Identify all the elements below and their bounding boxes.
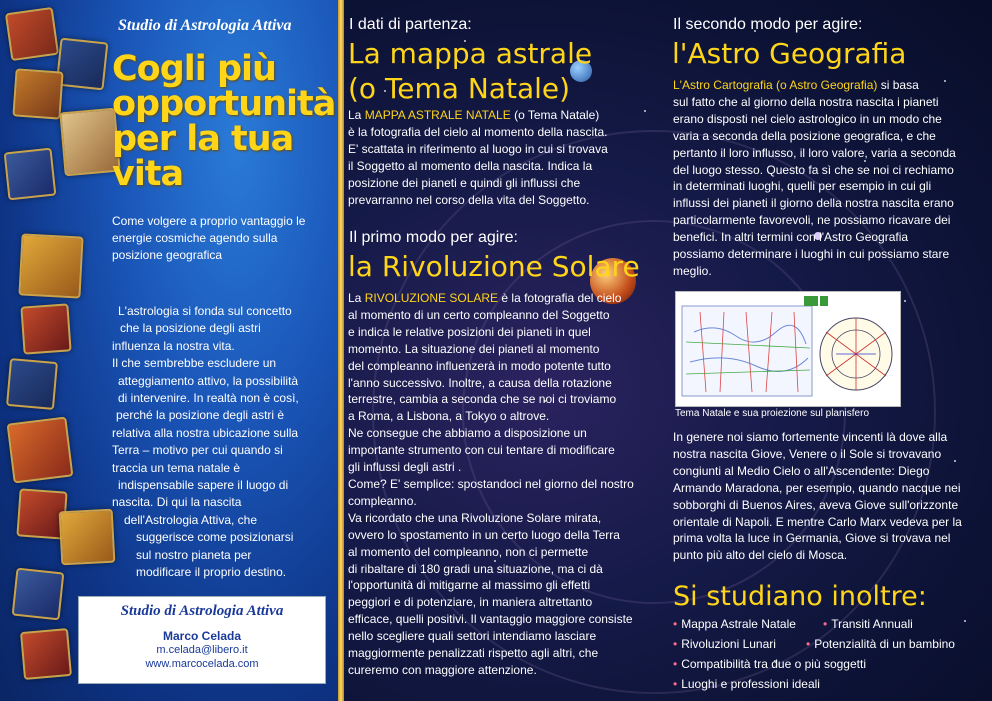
section2-line: momento. La situazione dei pianeti al momento bbox=[348, 341, 600, 356]
section2-intro-suffix: è la fotografia del cielo bbox=[498, 291, 622, 305]
section3-text bbox=[673, 77, 956, 280]
intro-line: dell'Astrologia Attiva, che bbox=[124, 512, 258, 527]
section3-line: congiunti al Medio Cielo o all'Ascendente: Diego bbox=[673, 463, 930, 478]
list-item-label: Compatibilità tra due o più soggetti bbox=[681, 657, 866, 671]
intro-line: atteggiamento attivo, la possibilità bbox=[118, 373, 299, 388]
section3-line: orientale di Napoli. E mentre Carlo Marx vedeva per la bbox=[673, 514, 962, 529]
section2-line: e indica le relative posizioni dei pianeti in quel bbox=[348, 324, 591, 339]
intro-line: suggerisce come posizionarsi bbox=[136, 530, 294, 545]
section3-text-2 bbox=[673, 429, 962, 564]
also-studied-title: Si studiano inoltre: bbox=[673, 581, 927, 612]
left-panel bbox=[0, 0, 338, 701]
section2-line: maggiormente penalizzati rispetto agli altri, che bbox=[348, 646, 599, 661]
section1-intro-prefix: La bbox=[348, 108, 365, 122]
list-item-label: Transiti Annuali bbox=[831, 617, 913, 631]
bullet-icon: • bbox=[673, 617, 678, 631]
zodiac-tile-icon bbox=[56, 38, 109, 91]
list-item bbox=[673, 617, 796, 631]
list-item bbox=[673, 677, 820, 691]
section2-line: al momento del compleanno, non ci permette bbox=[348, 544, 589, 559]
map-caption: Tema Natale e sua proiezione sul planisfero bbox=[675, 408, 869, 419]
list-item-label: Potenzialità di un bambino bbox=[814, 637, 955, 651]
intro-line: relativa alla nostra ubicazione sulla bbox=[112, 425, 299, 440]
section1-highlight: MAPPA ASTRALE NATALE bbox=[364, 108, 511, 122]
section2-line: Come? E' semplice: spostandoci nel giorno del nostro bbox=[348, 476, 634, 491]
intro-line: modificare il proprio destino. bbox=[136, 565, 287, 580]
section2-line: terrestre, cambia a seconda che se noi ci troviamo bbox=[348, 392, 617, 407]
subheadline: Come volgere a proprio vantaggio le energie cosmiche agendo sulla posizione geografica bbox=[112, 214, 306, 262]
contact-email[interactable]: m.celada@libero.it bbox=[156, 644, 248, 656]
section3-highlight: L'Astro Cartografia (o Astro Geografia) bbox=[673, 78, 878, 92]
section3-line: in determinati luoghi, quelli per esempio in cui gli bbox=[673, 179, 932, 194]
section2-title: la Rivoluzione Solare bbox=[348, 250, 640, 283]
contact-brand: Studio di Astrologia Attiva bbox=[120, 603, 284, 619]
zodiac-tile-icon bbox=[6, 358, 58, 410]
section3-line: punto più alto del cielo di Mosca. bbox=[673, 548, 848, 563]
world-map-chart-icon bbox=[676, 292, 900, 406]
section3-line: In genere noi siamo fortemente vincenti là dove alla bbox=[673, 430, 948, 444]
intro-line: perché la posizione degli astri è bbox=[116, 408, 285, 423]
section2-line: a Roma, a Lisbona, a Tokyo o altrove. bbox=[348, 409, 550, 424]
bullet-icon: • bbox=[806, 637, 811, 651]
section3-line: influssi dei pianeti il giorno della nostra nascita erano bbox=[673, 196, 954, 211]
list-item bbox=[673, 657, 866, 671]
intro-line: indispensabile sapere il luogo di bbox=[118, 478, 289, 493]
intro-line: che la posizione degli astri bbox=[120, 321, 261, 336]
section2-line: peggiori e di potenziare, in maniera altrettanto bbox=[348, 595, 593, 610]
list-item bbox=[673, 637, 776, 651]
list-item-label: Rivoluzioni Lunari bbox=[681, 637, 776, 651]
section3-line: nostra nascita Giove, Venere o il Sole si trovavano bbox=[673, 446, 942, 461]
section3-line: del luogo stesso. Questo fa sì che se noi ci rechiamo bbox=[673, 162, 954, 177]
section2-line: Ne consegue che abbiamo a disposizione un bbox=[348, 426, 587, 441]
bullet-icon: • bbox=[823, 617, 828, 631]
zodiac-tile-icon bbox=[12, 68, 63, 119]
intro-line: di intervenire. In realtà non è così, bbox=[118, 391, 299, 406]
zodiac-tile-icon bbox=[4, 148, 57, 201]
section3-line: meglio. bbox=[673, 263, 712, 278]
contact-website[interactable]: www.marcocelada.com bbox=[145, 658, 259, 670]
section1-title-line2: (o Tema Natale) bbox=[348, 72, 571, 105]
section1-intro-suffix: (o Tema Natale) bbox=[510, 108, 600, 122]
section1-label: I dati di partenza: bbox=[349, 16, 472, 33]
intro-line: traccia un tema natale è bbox=[112, 460, 241, 475]
section2-line: compleanno. bbox=[348, 493, 417, 508]
section2-line: gli influssi degli astri . bbox=[348, 460, 462, 475]
list-item-label: Luoghi e professioni ideali bbox=[681, 677, 820, 691]
section1-line: posizione dei pianeti e quindi gli influssi che bbox=[348, 175, 581, 190]
list-item bbox=[806, 637, 955, 651]
section1-line: il Soggetto al momento della nascita. Indica la bbox=[348, 158, 593, 173]
intro-line: Terra – motivo per cui quando si bbox=[112, 443, 283, 458]
section3-line: benefici. In altri termini con l'Astro Geografia bbox=[673, 230, 909, 245]
section2-line: l'opportunità di mitigarne al massimo gli effetti bbox=[348, 578, 591, 593]
brand-title: Studio di Astrologia Attiva bbox=[118, 17, 292, 34]
section1-text bbox=[348, 107, 608, 208]
section3-title: l'Astro Geografia bbox=[672, 37, 907, 70]
section3-line: pertanto il loro influsso, il loro valore, varia a seconda bbox=[673, 145, 956, 160]
section1-line: è la fotografia del cielo al momento della nascita. bbox=[348, 124, 608, 139]
zodiac-tile-icon bbox=[20, 303, 71, 354]
section3-line: sobborghi di Buenos Aires, aveva Giove sull'orizzonte bbox=[673, 497, 959, 512]
section3-line: varia a seconda della posizione geografica, e che bbox=[673, 128, 936, 143]
section1-line: prevarranno nel corso della vita del Soggetto. bbox=[348, 192, 590, 207]
section3-line: Armando Maradona, per esempio, quando nacque nei bbox=[673, 480, 961, 495]
section2-line: nello scegliere quali settori intendiamo lasciare bbox=[348, 629, 597, 644]
list-item bbox=[823, 617, 913, 631]
section2-intro-prefix: La bbox=[348, 291, 365, 305]
section2-line: efficace, quelli positivi. Il vantaggio maggiore consiste bbox=[348, 612, 633, 627]
zodiac-tile-icon bbox=[12, 568, 65, 621]
section2-line: al momento di un certo compleanno del Soggetto bbox=[348, 307, 610, 322]
section2-line: importante strumento con cui tentare di modificare bbox=[348, 443, 615, 458]
section3-line: erano disposti nel cielo astrologico in un modo che bbox=[673, 111, 942, 126]
intro-text bbox=[112, 303, 327, 582]
intro-line: sul nostro pianeta per bbox=[136, 547, 252, 562]
zodiac-tile-icon bbox=[7, 417, 74, 484]
astro-map-image bbox=[675, 291, 901, 407]
intro-line: nascita. Di qui la nascita bbox=[112, 495, 242, 510]
section2-line: cureremo con maggiore attenzione. bbox=[348, 662, 537, 677]
section2-line: del compleanno influenzerà in modo potente tutto bbox=[348, 358, 611, 373]
section3-intro-suffix: si basa bbox=[877, 78, 919, 92]
section2-text bbox=[348, 290, 634, 679]
section2-highlight: RIVOLUZIONE SOLARE bbox=[364, 291, 499, 305]
list-item-label: Mappa Astrale Natale bbox=[681, 617, 796, 631]
section2-line: Va ricordato che una Rivoluzione Solare mirata, bbox=[348, 510, 602, 525]
headline: Cogli più opportunità per la tua vita bbox=[112, 49, 336, 194]
section3-line: sul fatto che al giorno della nostra nascita i pianeti bbox=[673, 94, 939, 109]
contact-card bbox=[78, 596, 326, 684]
section2-label: Il primo modo per agire: bbox=[349, 229, 518, 246]
zodiac-tile-icon bbox=[18, 233, 83, 298]
bullet-icon: • bbox=[673, 677, 678, 691]
section3-label: Il secondo modo per agire: bbox=[673, 16, 863, 33]
section3-line: prima volta la luce in Germania, Giove si trovava nel bbox=[673, 531, 951, 546]
section1-line: E' scattata in riferimento al luogo in cui si trovava bbox=[348, 141, 608, 156]
intro-line: L'astrologia si fonda sul concetto bbox=[118, 304, 292, 318]
section3-line: possiamo determinare i luoghi in cui possiamo stare bbox=[673, 247, 950, 262]
bullet-icon: • bbox=[673, 657, 678, 671]
section2-line: di ribaltare di 180 gradi una situazione, ma ci dà bbox=[348, 561, 603, 576]
bullet-icon: • bbox=[673, 637, 678, 651]
zodiac-tile-icon bbox=[5, 7, 59, 61]
section2-line: l'anno successivo. Inoltre, a causa della rotazione bbox=[348, 375, 612, 390]
intro-line: Il che sembrebbe escludere un bbox=[112, 356, 277, 371]
zodiac-tile-icon bbox=[59, 509, 116, 566]
section1-title-line1: La mappa astrale bbox=[348, 37, 593, 70]
section3-line: particolarmente favorevoli, ne possiamo ricavare dei bbox=[673, 213, 951, 228]
zodiac-tile-icon bbox=[20, 628, 72, 680]
intro-line: influenza la nostra vita. bbox=[112, 338, 235, 353]
contact-name: Marco Celada bbox=[162, 629, 242, 643]
section2-line: ovvero lo spostamento in un certo luogo della Terra bbox=[348, 527, 620, 542]
